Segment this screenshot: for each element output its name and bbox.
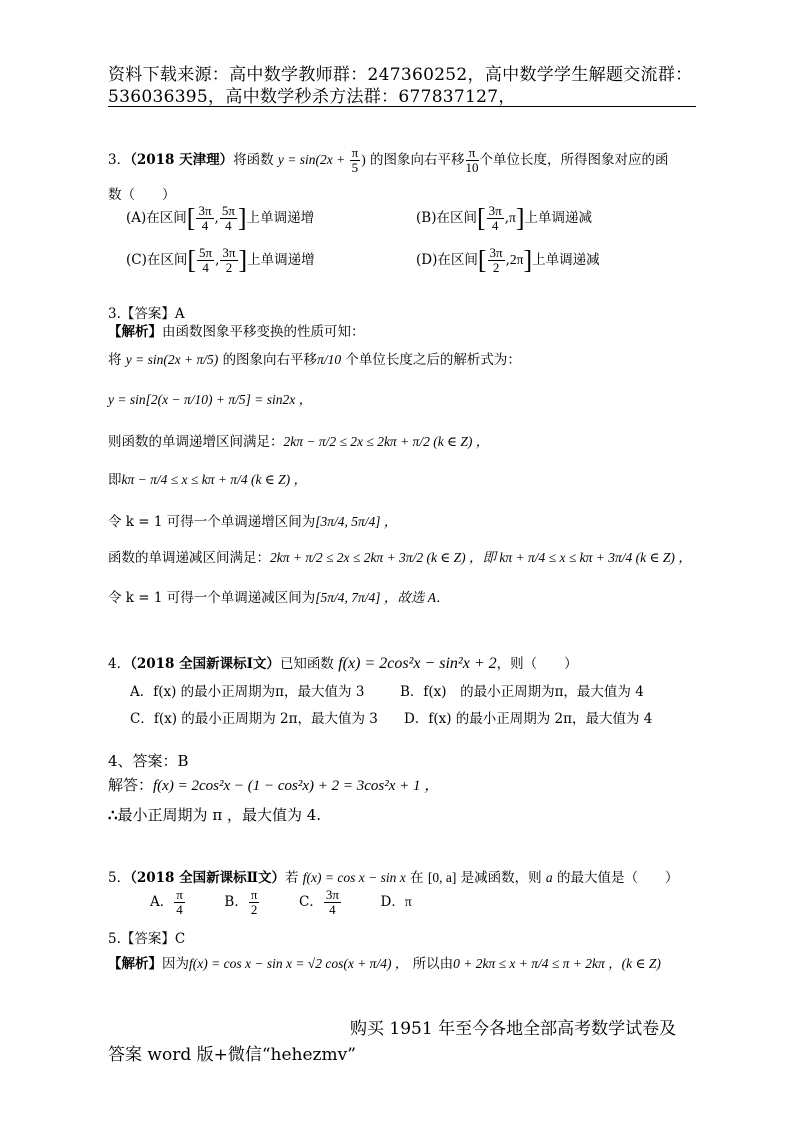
footer-ad-line-2: 答案 word 版+微信“hehezmv” [108, 1045, 356, 1065]
q3-option-c: (C)在区间[ $\frac{5\pi}{4}$ , $\frac{3\pi}{2}$ ]上单调递增 [126, 245, 315, 275]
q3-analysis-line-5: 即kπ − π/4 ≤ x ≤ kπ + π/4 (k ∈ Z) ， [108, 472, 308, 488]
q4-option-a: A．f(x) 的最小正周期为π，最大值为 3 [130, 684, 365, 700]
header-line-2: 536036395，高中数学秒杀方法群：677837127， [108, 87, 516, 107]
q3-analysis-line-3: y = sin[2(x − π/10) + π/5] = sin2x ， [108, 392, 313, 407]
q3-analysis-line-8: 令 k = 1 可得一个单调递减区间为[5π/4, 7π/4] ，故选 A． [108, 590, 450, 606]
q3-analysis-line-7: 函数的单调递减区间满足：2kπ + π/2 ≤ 2x ≤ 2kπ + 3π/2 (k ∈ Z) ，即 kπ + π/4 ≤ x ≤ kπ + 3π/4 (k ∈ Z) ， [108, 550, 692, 566]
q3-answer: 3.【答案】A [108, 306, 185, 322]
q5-stem: 5．（2018 全国新课标Ⅱ文）若 f(x) = cos x − sin x 在 [0, a] 是减函数，则 a 的最大值是（ ） [108, 870, 679, 886]
q5-options: A． $\frac{\pi}{4}$ B． $\frac{\pi}{2}$ C． $\frac{3\pi}{4}$ D．π [150, 887, 412, 917]
q4-solution: 解答：f(x) = 2cos²x − (1 − cos²x) + 2 = 3cos²x + 1 ， [108, 776, 440, 794]
q4-option-d: D．f(x) 的最小正周期为 2π，最大值为 4 [404, 711, 653, 727]
q3-analysis-line-6: 令 k = 1 可得一个单调递增区间为[3π/4, 5π/4] ， [108, 514, 398, 530]
q4-conclusion: ∴最小正周期为 π ，最大值为 4. [108, 806, 322, 824]
q3-option-d: (D)在区间[ $\frac{3\pi}{2}$ ,2π]上单调递减 [416, 245, 600, 275]
q5-analysis: 【解析】因为f(x) = cos x − sin x = √2 cos(x + π/4) ， 所以由0 + 2kπ ≤ x + π/4 ≤ π + 2kπ ，(k ∈ Z) [108, 956, 661, 972]
footer-ad-line-1: 购买 1951 年至今各地全部高考数学试卷及 [350, 1019, 677, 1039]
header-line-1: 资料下载来源：高中数学教师群：247360252，高中数学学生解题交流群： [108, 65, 693, 85]
q3-option-a: (A)在区间[ $\frac{3\pi}{4}$ , $\frac{5\pi}{4}$ ]上单调递增 [126, 203, 315, 233]
q3-stem-line-1: 3．（2018 天津理）将函数 y = sin(2x + $\frac{\pi}{5}$ ) 的图象向右平移 $\frac{\pi}{10}$ 个单位长度，所得图象对应的函 [108, 145, 669, 175]
q3-analysis: 【解析】由函数图象平移变换的性质可知： [108, 324, 365, 340]
q3-analysis-line-2: 将 y = sin(2x + π/5) 的图象向右平移π/10 个单位长度之后的解析式为： [108, 352, 521, 368]
q4-answer: 4、答案：B [108, 752, 189, 770]
q4-option-b: B．f(x) 的最小正周期为π，最大值为 4 [400, 684, 644, 700]
q3-option-b: (B)在区间[ $\frac{3\pi}{4}$ ,π]上单调递减 [416, 203, 593, 233]
q3-stem-line-2: 数（ ） [108, 187, 176, 203]
q4-stem: 4．（2018 全国新课标Ⅰ文）已知函数 f(x) = 2cos²x − sin²x + 2，则（ ） [108, 655, 578, 672]
header-rule [108, 106, 696, 107]
q3-analysis-line-4: 则函数的单调递增区间满足：2kπ − π/2 ≤ 2x ≤ 2kπ + π/2 (k ∈ Z) ， [108, 434, 490, 450]
q5-answer: 5.【答案】C [108, 931, 186, 947]
q4-option-c: C．f(x) 的最小正周期为 2π，最大值为 3 [130, 711, 378, 727]
